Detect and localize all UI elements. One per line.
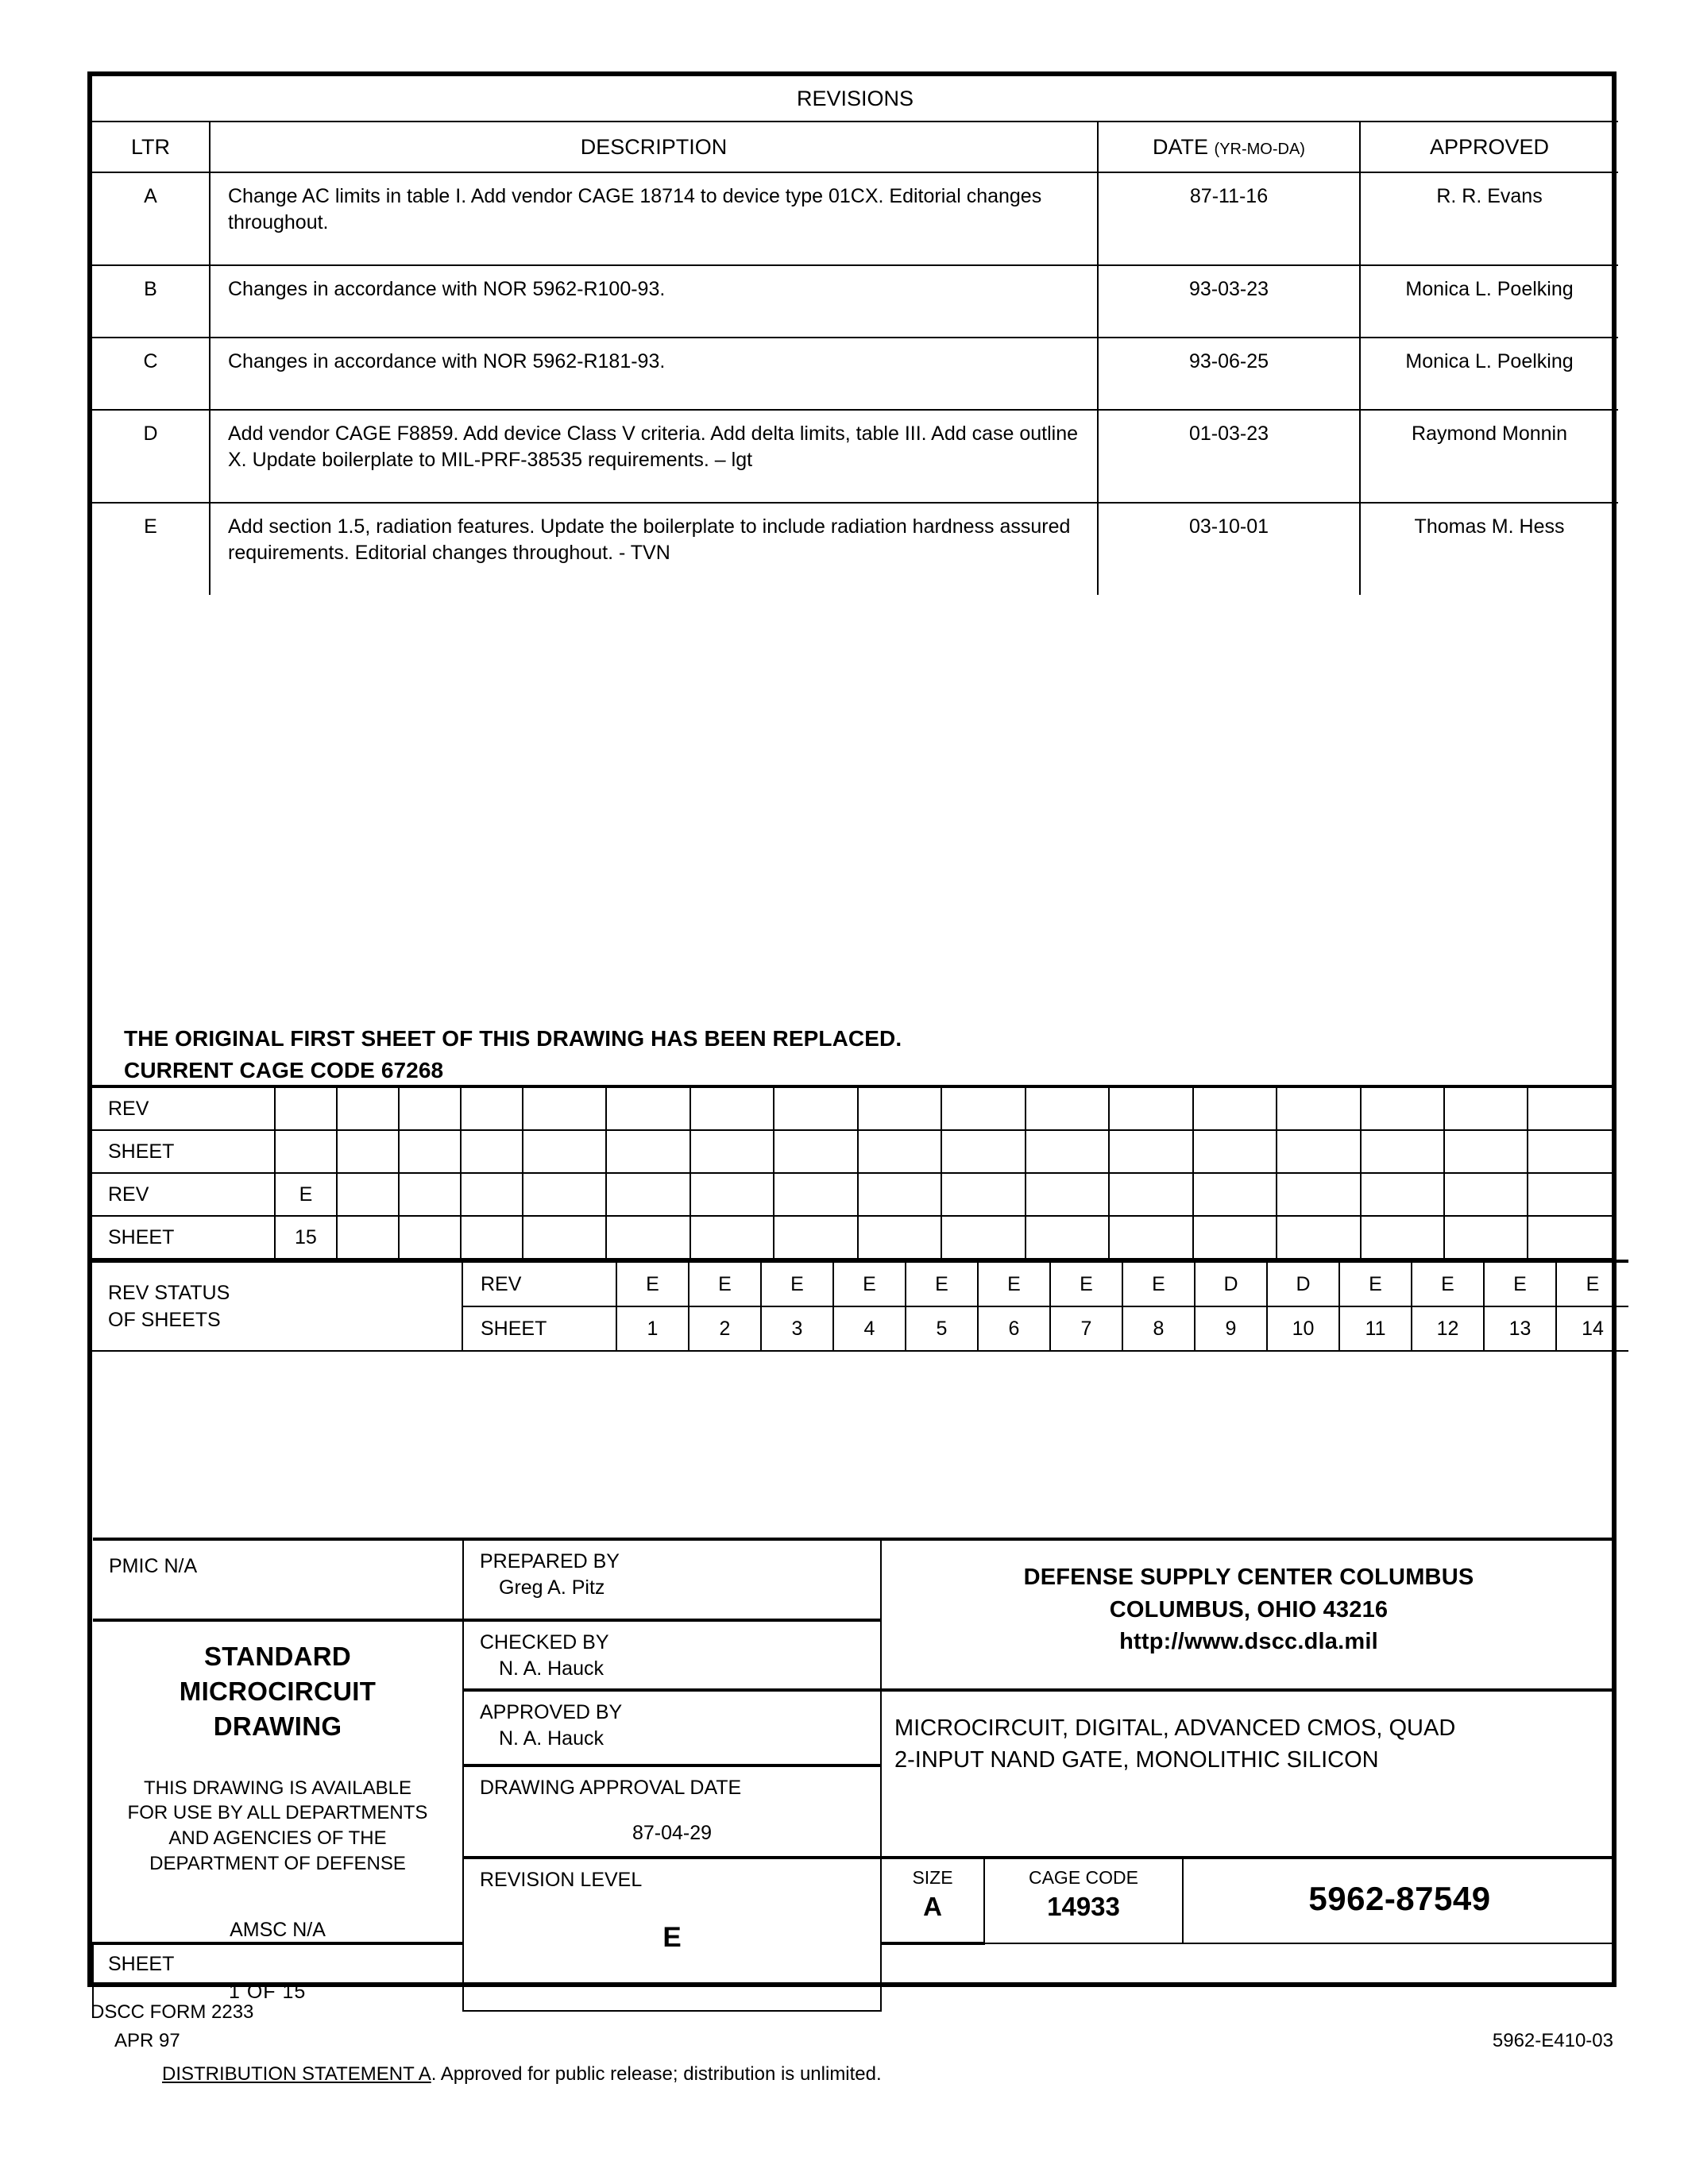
title-block-table — [92, 1538, 1616, 2012]
sheet-number-cell: 7 — [1050, 1306, 1122, 1351]
smd-title — [93, 1622, 462, 1744]
description-cell — [881, 1690, 1616, 1858]
availability-line1: THIS DRAWING IS AVAILABLE — [144, 1777, 411, 1799]
grid-cell — [1026, 1086, 1109, 1130]
revision-approver: Thomas M. Hess — [1360, 503, 1618, 595]
drawing-frame — [87, 71, 1617, 2004]
grid-cell — [941, 1130, 1025, 1173]
grid-cell — [399, 1130, 461, 1173]
grid-cell — [1026, 1216, 1109, 1259]
rev-status-label-line2: OF SHEETS — [108, 1309, 221, 1331]
organization-cell — [881, 1539, 1616, 1690]
title-row-prepared — [93, 1539, 1616, 1620]
grid-cell — [399, 1086, 461, 1130]
grid-cell — [1193, 1086, 1277, 1130]
rev-status-cell: E — [833, 1261, 906, 1306]
grid-cell — [337, 1086, 399, 1130]
grid-cell — [523, 1130, 606, 1173]
rev-status-cell: E — [1484, 1261, 1556, 1306]
rev-status-cell: E — [1556, 1261, 1628, 1306]
rev-status-cell: D — [1195, 1261, 1267, 1306]
grid-cell — [1026, 1173, 1109, 1216]
sheet-number-cell: 14 — [1556, 1306, 1628, 1351]
revision-approver: Raymond Monnin — [1360, 410, 1618, 503]
grid-cell — [461, 1086, 523, 1130]
distribution-statement — [162, 2063, 882, 2086]
grid-cell — [1528, 1216, 1612, 1259]
product-description — [882, 1692, 1616, 1776]
table-row — [92, 265, 1618, 338]
grid-cell — [774, 1086, 857, 1130]
smd-title-line1: STANDARD — [203, 1642, 352, 1671]
revision-approver: Monica L. Poelking — [1360, 265, 1618, 338]
grid-row-rev-filled — [92, 1173, 1612, 1216]
sheet-label: SHEET — [108, 1953, 175, 1976]
grid-cell — [1277, 1086, 1360, 1130]
revision-description: Changes in accordance with NOR 5962-R100-93. — [210, 265, 1098, 338]
rev-status-rev-row — [92, 1261, 1628, 1306]
approved-by-label: APPROVED BY — [480, 1701, 623, 1723]
revision-letter: E — [92, 503, 210, 595]
sheet-number-cell: 5 — [906, 1306, 978, 1351]
pmic-cell — [93, 1539, 463, 1620]
grid-cell — [1026, 1130, 1109, 1173]
grid-cell — [1277, 1173, 1360, 1216]
grid-label: REV — [92, 1086, 275, 1130]
rev-status-cell: E — [1339, 1261, 1412, 1306]
grid-cell — [1361, 1086, 1444, 1130]
revisions-title-row — [92, 76, 1618, 122]
grid-cell — [690, 1216, 774, 1259]
revision-date: 87-11-16 — [1098, 172, 1360, 265]
grid-label: SHEET — [92, 1130, 275, 1173]
grid-cell — [523, 1086, 606, 1130]
replaced-note-line2: CURRENT CAGE CODE 67268 — [124, 1057, 444, 1082]
table-row — [92, 503, 1618, 595]
grid-cell — [1361, 1130, 1444, 1173]
grid-cell — [858, 1216, 941, 1259]
size-label: SIZE — [912, 1866, 953, 1888]
distribution-statement-title: DISTRIBUTION STATEMENT A — [162, 2063, 431, 2085]
checked-by-value: N. A. Hauck — [499, 1657, 604, 1680]
prepared-by-cell — [463, 1539, 881, 1620]
approved-by-cell — [463, 1690, 881, 1765]
org-line2: COLUMBUS, OHIO 43216 — [1109, 1596, 1389, 1623]
sheet-number-cell: 13 — [1484, 1306, 1556, 1351]
grid-cell — [858, 1130, 941, 1173]
rev-status-cell: E — [1050, 1261, 1122, 1306]
grid-label: SHEET — [92, 1216, 275, 1259]
grid-cell — [1528, 1173, 1612, 1216]
grid-cell — [1528, 1130, 1612, 1173]
table-row — [92, 172, 1618, 265]
grid-row-sheet-filled — [92, 1216, 1612, 1259]
revision-description: Add section 1.5, radiation features. Update the boilerplate to include radiation hardness assured requirements. Editorial changes throughout. - TVN — [210, 503, 1098, 595]
prepared-by-value: Greg A. Pitz — [499, 1576, 605, 1599]
org-line1: DEFENSE SUPPLY CENTER COLUMBUS — [1023, 1565, 1474, 1590]
cage-code-label: CAGE CODE — [1028, 1866, 1139, 1888]
sheet-number-cell: 6 — [978, 1306, 1050, 1351]
header-date-main: DATE — [1153, 134, 1215, 159]
grid-cell — [1361, 1216, 1444, 1259]
rev-status-label — [92, 1261, 462, 1351]
revision-date: 01-03-23 — [1098, 410, 1360, 503]
revision-date: 93-06-25 — [1098, 338, 1360, 410]
organization-block — [882, 1541, 1616, 1658]
grid-cell — [606, 1086, 689, 1130]
sheet-number-cell: 3 — [761, 1306, 833, 1351]
grid-cell — [461, 1173, 523, 1216]
grid-cell — [774, 1173, 857, 1216]
sheet-value: 1 OF 15 — [229, 1981, 307, 2004]
grid-cell — [690, 1086, 774, 1130]
grid-row-rev-blank — [92, 1086, 1612, 1130]
revisions-header-row — [92, 122, 1618, 172]
drawing-number-cell — [1183, 1858, 1616, 1944]
prepared-by-label: PREPARED BY — [480, 1550, 620, 1572]
grid-cell — [461, 1130, 523, 1173]
revision-approver: Monica L. Poelking — [1360, 338, 1618, 410]
title-block — [92, 1538, 1612, 2004]
rev-status-cell: E — [616, 1261, 689, 1306]
sheet-number-cell: 9 — [1195, 1306, 1267, 1351]
smd-title-cell — [93, 1620, 463, 1943]
grid-cell — [858, 1086, 941, 1130]
grid-cell — [337, 1130, 399, 1173]
grid-row-sheet-blank — [92, 1130, 1612, 1173]
header-date — [1098, 122, 1360, 172]
document-code: 5962-E410-03 — [1492, 2030, 1613, 2051]
revision-level-value: E — [662, 1921, 682, 1953]
header-description: DESCRIPTION — [210, 122, 1098, 172]
grid-cell — [858, 1173, 941, 1216]
revision-description: Change AC limits in table I. Add vendor CAGE 18714 to device type 01CX. Editorial changes throughout. — [210, 172, 1098, 265]
revision-letter: C — [92, 338, 210, 410]
rev-status-cell: E — [906, 1261, 978, 1306]
availability-line4: DEPARTMENT OF DEFENSE — [149, 1852, 406, 1874]
revisions-table — [92, 76, 1618, 595]
grid-cell — [461, 1216, 523, 1259]
grid-cell — [523, 1173, 606, 1216]
drawing-number: 5962-87549 — [1308, 1879, 1491, 1917]
sheet-number-cell: 11 — [1339, 1306, 1412, 1351]
grid-cell — [275, 1086, 337, 1130]
revision-date: 93-03-23 — [1098, 265, 1360, 338]
revision-letter: B — [92, 265, 210, 338]
grid-cell — [1444, 1216, 1528, 1259]
org-website: http://www.dscc.dla.mil — [1119, 1629, 1378, 1655]
grid-cell — [774, 1216, 857, 1259]
replaced-note-line1: THE ORIGINAL FIRST SHEET OF THIS DRAWING HAS BEEN REPLACED. — [124, 1026, 902, 1051]
grid-cell — [941, 1216, 1025, 1259]
grid-cell — [1109, 1216, 1192, 1259]
approval-date-label: DRAWING APPROVAL DATE — [480, 1776, 742, 1799]
grid-cell — [1193, 1216, 1277, 1259]
grid-cell — [1109, 1086, 1192, 1130]
grid-cell — [399, 1216, 461, 1259]
approval-date-value: 87-04-29 — [632, 1821, 713, 1844]
grid-cell — [941, 1086, 1025, 1130]
grid-cell — [1444, 1086, 1528, 1130]
description-line2: 2-INPUT NAND GATE, MONOLITHIC SILICON — [894, 1747, 1379, 1773]
rev-status-label-line1: REV STATUS — [108, 1281, 230, 1304]
grid-cell — [606, 1173, 689, 1216]
availability-note — [93, 1744, 462, 1877]
grid-cell — [690, 1130, 774, 1173]
size-value: A — [923, 1891, 942, 1921]
grid-cell — [1528, 1086, 1612, 1130]
table-row — [92, 338, 1618, 410]
rev-status-cell: E — [689, 1261, 761, 1306]
approval-date-cell — [463, 1765, 881, 1858]
size-cell — [881, 1858, 984, 1944]
header-approved: APPROVED — [1360, 122, 1618, 172]
revision-letter: D — [92, 410, 210, 503]
header-ltr: LTR — [92, 122, 210, 172]
form-number: DSCC FORM 2233 — [91, 2001, 254, 2023]
sheet-number-cell: 8 — [1122, 1306, 1195, 1351]
grid-cell — [1444, 1130, 1528, 1173]
rev-status-table — [92, 1260, 1628, 1352]
checked-by-cell — [463, 1620, 881, 1690]
revision-level-label: REVISION LEVEL — [480, 1868, 643, 1891]
grid-cell — [1193, 1173, 1277, 1216]
title-row-sheet — [93, 1943, 1616, 2011]
cage-code-cell — [984, 1858, 1183, 1944]
rev-sheet-grid — [92, 1085, 1612, 1352]
checked-by-label: CHECKED BY — [480, 1631, 609, 1653]
grid-cell — [275, 1130, 337, 1173]
grid-cell — [337, 1216, 399, 1259]
revision-approver: R. R. Evans — [1360, 172, 1618, 265]
grid-cell — [1109, 1173, 1192, 1216]
rev-status-cell: E — [1122, 1261, 1195, 1306]
pmic-value: PMIC N/A — [109, 1555, 198, 1577]
distribution-statement-rest: . Approved for public release; distribution is unlimited. — [431, 2063, 882, 2085]
grid-cell — [774, 1130, 857, 1173]
sheet-row-label: SHEET — [462, 1306, 616, 1351]
smd-title-line3: DRAWING — [213, 1711, 342, 1741]
header-date-format: (YR-MO-DA) — [1214, 140, 1305, 158]
amsc-value: AMSC N/A — [230, 1919, 326, 1942]
grid-cell — [399, 1173, 461, 1216]
grid-cell — [1444, 1173, 1528, 1216]
rev-status-cell: E — [1412, 1261, 1484, 1306]
rev-row-label: REV — [462, 1261, 616, 1306]
replaced-sheet-note — [124, 1023, 902, 1086]
grid-cell — [1277, 1130, 1360, 1173]
revision-date: 03-10-01 — [1098, 503, 1360, 595]
rev-sheet-table — [92, 1085, 1612, 1260]
grid-cell — [1193, 1130, 1277, 1173]
grid-cell — [337, 1173, 399, 1216]
rev-status-cell: E — [978, 1261, 1050, 1306]
sheet-number-cell: 12 — [1412, 1306, 1484, 1351]
rev-status-cell: D — [1267, 1261, 1339, 1306]
cage-code-value: 14933 — [1047, 1891, 1120, 1921]
revision-description: Changes in accordance with NOR 5962-R181-93. — [210, 338, 1098, 410]
approved-by-value: N. A. Hauck — [499, 1727, 604, 1750]
grid-label: REV — [92, 1173, 275, 1216]
form-date: APR 97 — [114, 2030, 180, 2051]
grid-cell — [941, 1173, 1025, 1216]
sheet-number-cell: 4 — [833, 1306, 906, 1351]
grid-cell — [1361, 1173, 1444, 1216]
grid-cell — [523, 1216, 606, 1259]
grid-cell: 15 — [275, 1216, 337, 1259]
revision-letter: A — [92, 172, 210, 265]
sheet-number-cell: 10 — [1267, 1306, 1339, 1351]
grid-cell: E — [275, 1173, 337, 1216]
sheet-number-cell: 2 — [689, 1306, 761, 1351]
smd-title-line2: MICROCIRCUIT — [179, 1676, 377, 1706]
sheet-number-cell: 1 — [616, 1306, 689, 1351]
revisions-title: REVISIONS — [92, 76, 1618, 122]
grid-cell — [690, 1173, 774, 1216]
grid-cell — [1109, 1130, 1192, 1173]
revision-description: Add vendor CAGE F8859. Add device Class V criteria. Add delta limits, table III. Add case outline X. Update boilerplate to MIL-PRF-38535 requirements. – lgt — [210, 410, 1098, 503]
grid-cell — [606, 1130, 689, 1173]
availability-line3: AND AGENCIES OF THE — [168, 1827, 387, 1849]
description-line1: MICROCIRCUIT, DIGITAL, ADVANCED CMOS, QUAD — [894, 1715, 1456, 1741]
rev-status-cell: E — [761, 1261, 833, 1306]
grid-cell — [606, 1216, 689, 1259]
availability-line2: FOR USE BY ALL DEPARTMENTS — [127, 1802, 428, 1824]
grid-cell — [1277, 1216, 1360, 1259]
table-row — [92, 410, 1618, 503]
